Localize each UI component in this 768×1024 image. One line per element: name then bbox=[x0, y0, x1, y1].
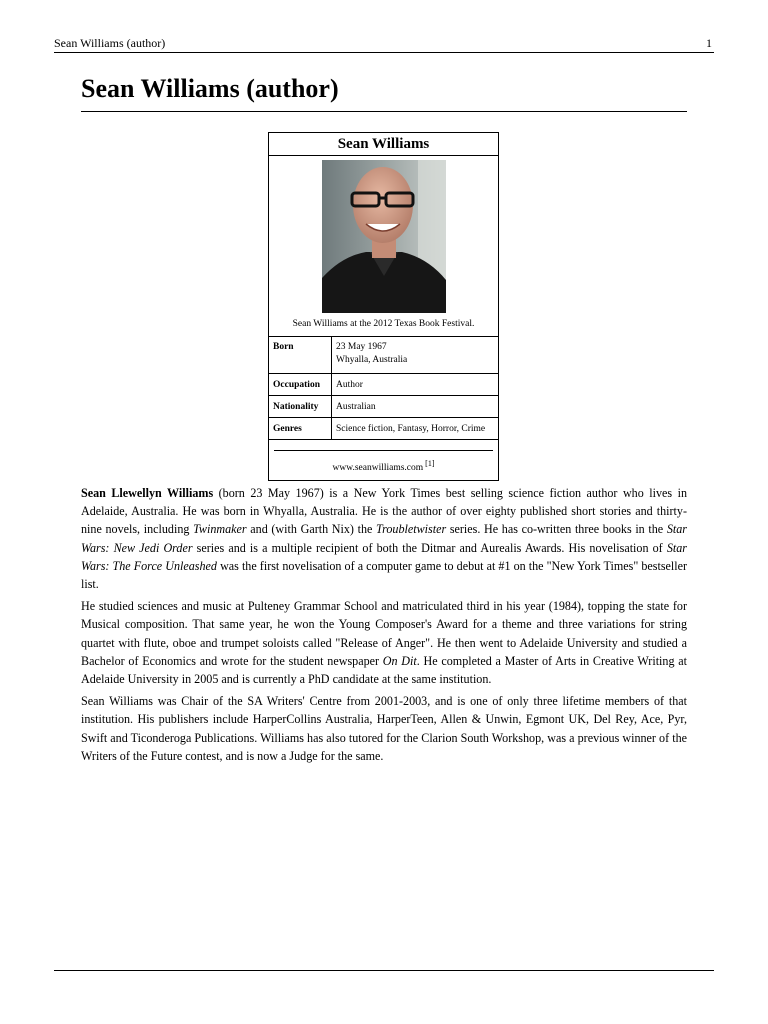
paragraph-3 bbox=[81, 692, 687, 765]
paragraph-2 bbox=[81, 597, 687, 688]
infobox bbox=[268, 132, 499, 481]
infobox-image-container bbox=[269, 156, 498, 314]
title-divider bbox=[81, 111, 687, 112]
infobox-label: Occupation bbox=[269, 374, 332, 395]
text-run: Sean Williams was Chair of the SA Writers' Centre from 2001-2003, and is one of only three lifetime members of that institution. His publishers include HarperCollins Australia, HarperTeen, Allen & Unwin, Egmont UK, Del Rey, Ace, Pyr, Swift and Ticonderoga Publications. Williams has also tutored for the Clarion South Workshop, was a previous winner of the Writers of the Future contest, and is now a Judge for the same. bbox=[81, 694, 687, 763]
website-line bbox=[273, 457, 494, 475]
infobox-row-genres bbox=[269, 418, 498, 440]
newspaper-title: On Dit bbox=[382, 653, 417, 668]
born-date: 23 May 1967 bbox=[336, 342, 387, 352]
article-body bbox=[81, 484, 687, 769]
text-run: series. He has co-written three books in the bbox=[446, 522, 667, 537]
book-title: Troubletwister bbox=[376, 522, 447, 537]
book-title: Twinmaker bbox=[193, 522, 247, 537]
reference-marker[interactable]: [1] bbox=[425, 459, 435, 468]
infobox-value: Australian bbox=[336, 402, 376, 412]
website-divider bbox=[274, 450, 493, 451]
infobox-row-occupation bbox=[269, 374, 498, 396]
running-header bbox=[54, 36, 714, 53]
infobox-value: Science fiction, Fantasy, Horror, Crime bbox=[336, 424, 486, 434]
text-run: series and is a multiple recipient of both the Ditmar and Aurealis Awards. His novelisation of bbox=[192, 540, 667, 555]
author-photo bbox=[322, 160, 446, 313]
text-run: . He completed a Master of Arts in Creative Writing at Adelaide University in 2005 and is currently a PhD candidate at the same institution. bbox=[81, 653, 687, 687]
infobox-value bbox=[332, 337, 498, 373]
website-link[interactable]: www.seanwilliams.com bbox=[332, 463, 424, 473]
paragraph-1 bbox=[81, 484, 687, 593]
infobox-row-nationality bbox=[269, 396, 498, 418]
page-title: Sean Williams (author) bbox=[81, 74, 339, 103]
text-run: was the first novelisation of a computer game to debut at #1 on the "New York Times" bestseller list. bbox=[81, 558, 688, 592]
infobox-label: Born bbox=[269, 337, 332, 373]
infobox-value: Author bbox=[336, 380, 363, 390]
book-title: Star Wars: The Force Unleashed bbox=[81, 540, 687, 573]
infobox-heading: Sean Williams bbox=[269, 133, 498, 156]
book-title: Star Wars: New Jedi Order bbox=[81, 522, 687, 555]
subject-name: Sean Llewellyn Williams bbox=[81, 486, 214, 500]
text-run: and (with Garth Nix) the bbox=[246, 522, 377, 537]
born-place: Whyalla, Australia bbox=[336, 355, 408, 365]
footer-divider bbox=[54, 970, 714, 971]
infobox-image-caption: Sean Williams at the 2012 Texas Book Festival. bbox=[269, 314, 498, 337]
text-run: He studied sciences and music at Pulteney Grammar School and matriculated third in his year (1984), topping the state for Musical composition. That same year, he won the Young Composer's Award for a theme and three variations for string quartet with flute, oboe and trumpet soloists called "Release of Anger". He then went to Adelaide University and studied a Bachelor of Economics and wrote for the student newspaper bbox=[81, 599, 687, 668]
infobox-website-section bbox=[269, 440, 498, 480]
infobox-label: Nationality bbox=[269, 396, 332, 417]
running-header-title: Sean Williams (author) bbox=[54, 36, 166, 50]
infobox-row-born bbox=[269, 337, 498, 374]
text-run: (born 23 May 1967) is a New York Times best selling science fiction author who lives in Adelaide, Australia. He was born in Whyalla, Australia. He is the author of over eighty published short stories and thirty-nine novels, including bbox=[81, 486, 687, 537]
page-number: 1 bbox=[706, 36, 712, 50]
infobox-label: Genres bbox=[269, 418, 332, 439]
